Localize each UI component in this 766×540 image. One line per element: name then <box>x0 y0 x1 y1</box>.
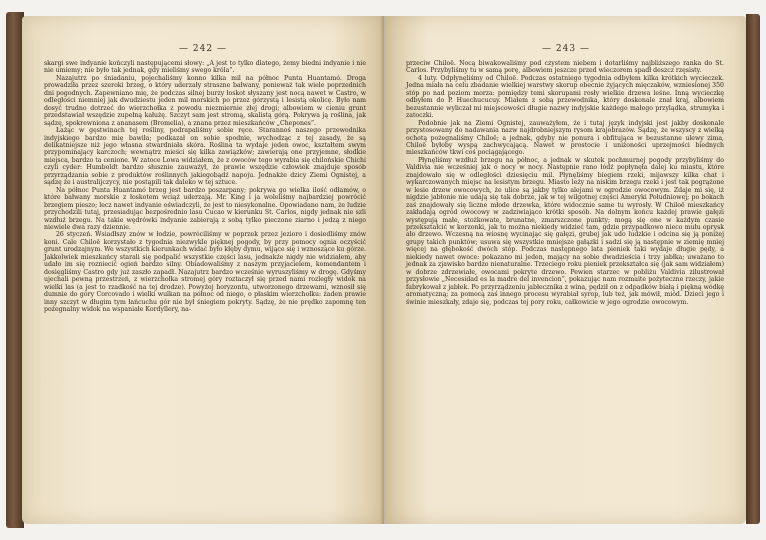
paragraph: 26 styczeń. Wsiadłszy znów w łodzie, powróciliśmy w poprzek przez jezioro i dosiedliśmy znów koni. Cale Chiloë korzystało z tygodnia niezwykle pięknej pogody, by przy pomocy ognia oczyścić grunt urodzajnym. We wszystkich kierunkach widać było kłęby dymu, wijące się i wznoszące ku górze. Jakkolwiek mieszkańcy starali się podpalić wszystkie części lasu, jednakże nigdy nie widziałem, aby udało im się rozniecić ogień bardzo silny. Obiadowaliśmy z naszym przyjacielem, komendantem i dosięgliśmy Castro gdy już zaszło zapadł. Nazajutrz bardzo wcześnie wyruszyliśmy w drogę. Gdyśmy ujechali pewną przestrzeń, z wierzchołka stromej góry roztaczył się przed nami rozległy widok na wielki las (a jest to rzadkość na tej drodze). Powyżej horyzontu, utworzonego drzewami, wznosił się dumnie do góry Corcovado i wielki wulkan na północ od niego, o płaskim wierzchołku: żaden prawie inny szczyt w długim tym łańcuchu gór nie był śniegiem pokryty. Sądzę, że nie prędko zapomnę ten pożegnalny widok na wspaniałe Kordyllery, na- <box>44 231 366 313</box>
right-page-text <box>406 60 724 512</box>
paragraph: skargi swe indyanie kończyli następującemi słowy: „A jest to tylko dlatego, żemy biedni indyanie i nie nie umiemy; nie było tak jednak, gdy mieliśmy swego króla”. <box>44 60 366 75</box>
paragraph: Łażąc w gęstwinach tej rośliny, podrapaliśmy sobie ręce. Starannoś naszego przewodnika indyjskiego bardzo mię bawiła; podkazał on sobie spodnie, wychodząc z tej zasady, że są delikatniejsze niż jego własna stwardniała skóra. Roślina ta wydaje jeden owoc, kształtem swym przypominający karczoch; wewnątrz mieści się kilka zawiązków; zawierają one przyjemne, słodkie miejsca, bardzo ta cenione. W zatoce Lowa widziałem, że z owoców tego wyrabia się chilońskie Chichi czyli cyder: Humboldt bardzo słusznie zauważył, że prawie wszędzie człowiek znajduje sposób przyrządzania sobie z produktów roślinnych jakiegobądź napoju. Jednakże dzicy Ziemi Ognistej, a sądzę że i australijczycy, nie postąpili tak daleko w tej sztuce. <box>44 127 366 187</box>
right-page <box>386 16 746 524</box>
paragraph: Nazajutrz po śniadaniu, pojechaliśmy konno kilka mil na północ Punta Huantamó. Droga prowadziła przez szeroki brzeg, o który uderzały straszne bałwany, ponieważ tak wiele poprzednich dni pogodnych. Zapewniano mię, że podczas silnej burzy łoskot słyszany jest nocą nawet w Castro, w odległości niemniej jak dwudziestu jeden mil morskich po przez górzystą i lesistą okolicę. Było nam dosyć trudno dotrzeć do wierzchołka z powodu niezmiernie złej drogi; albowiem w cieniu grunt przedstawiał wszędzie zupełną kałużę. Szczyt sam jest stromą, skalistą górą. Pokrywa ją roślina, jak sądzę, spokrewniona z ananasem (Bromelia), a znana przez mieszkańców „Chepones”. <box>44 74 366 127</box>
open-book <box>4 6 762 534</box>
book-cover-right-edge <box>746 14 760 524</box>
paragraph: przeciw Chiloë. Nocą biwakowaliśmy pod czystem niebem i dotarliśmy najbliższego ranka do St. Carlos. Przybyliśmy tu w samą porę, albowiem jeszcze przed wieczorem spadł deszcz rzęsisty. <box>406 60 724 75</box>
paragraph: 4 luty. Odpłynęliśmy od Chiloë. Podczas ostatniego tygodnia odbyłem kilka krótkich wycieczek. Jedna miała na celu zbadanie wielkiej warstwy skorup obecnie żyjących mięczaków, wzniesionej 350 stóp po nad poziom morza: pomiędzy temi skorupami rosły wielkie drzewa leśne. Inną wycieczkę odbyłem do P. Huechucucuy. Miałem z sobą przewodnika, który doskonale znał kraj, albowiem bezustannie wyliczał mi miejscowości długie nazwy indyjskie każdego małego przylądka, strumyka i zatoczki. <box>406 74 724 120</box>
paragraph: Na północ Punta Huantamó brzeg jest bardzo poszarpany; pokrywa go wielka ilość odłamów, o które bałwany morskie z łoskotem wciąż uderzają. Mr. King i ja woleliśmy najbardziej powrócić brzegiem pieszo; lecz nawet indyanie oświadczyli, że jest to niesykonalne. Opowiadano nam, że ludzie przychodzili tutaj, przesiadując bezpośrednio lasu Cucao w kierunku St. Carlos, nigdy jednak nie szli wzdłuż brzegu. Na takie wędrówki indyanie zabierają z sobą tylko pieczone ziarno i jedzą z niego niewiele dwa razy dziennie. <box>44 186 366 231</box>
right-page-number: — 243 — <box>542 44 590 54</box>
paragraph: Płynęliśmy wzdłuż brzegu na północ, a jednak w skutek pochmurnej pogody przybyliśmy do Valdivia nie wcześniej jak o nocy w nocy. Następnie rano łódź popłynęła dalej ku miastu, które znajdowało się w odległości dziesięciu mil. Płynęliśmy biegiem rzeki, mijawszy kilka chat i wykarczowanych miejsc na lesistym brzegu. Miasto leży na niskim brzegu rzeki i jest tak pogrążone w lesie drzew owocowych, że ulice są jakby tylko alejami w ogrodzie owocowym. Zdaje mi się, iż nigdzie jabłonie nie udają się tak dobrze, jak w tej wilgotnej części Ameryki Południowej; po bokach zaś znajdowały się liczne młode drzewka, które widocznie same tu wyrosły. W Chiloë mieszkańcy zakładają ogród owocowy w zadziwiająco krótki sposób. Na dolnym końcu każdej prawie gałęzi występują małe, stożkowate, brunatne, zmarszczone punkty; mogą się one w każdym czasie przekształcić w korzonki, jak to można niekiedy widzieć tam, gdzie przypadkowo nieco mułu oprysk ało drzewo. Wczesną na wiosnę wycinając się gałęzi, grubej jak udo ludzkie i odcina się ją poniżej grupy takich punktów; usuwa się wszystkie mniejsze gałązki i sadzi się ją następnie w ziemię mniej więcej na głębokość dwóch stóp. Podczas następnego lata pieniek taki wydaje długie pędy, a niekiedy nawet owoce: pokazano mi jeden, mający na sobie dwadzieścia i trzy jabłka; uważano to jednak za zjawisko bardzo nienaturalne. Trzeciego roku pieniek przekształca się (jak sam widziałem) w dobrze zdrzewiałe, owocami pokryte drzewo. Pewien starzec w pobliżu Valdivia zilustrował przysłowie „Necesidad es la madre del invencion”, pokazując nam rozmaite pożyteczne rzeczy, jakie fabrykował z jabłek. Po przyrządzeniu jabłecznika z wina, pędził on z odpadków białą i piękną wódkę aromatyczną; za pomocą zaś innego procesu wyrabiał syrop, lub też, jak mówił, miód. Dzieci jego i świnie mieszkały, zdaje się, podczas tej pory roku, całkowicie w jego ogrodzie owocowym. <box>406 156 724 306</box>
left-page <box>22 16 384 524</box>
left-page-text <box>44 60 366 512</box>
left-page-number: — 242 — <box>179 44 227 54</box>
paragraph: Podobnie jak na Ziemi Ognistej, zauważyłem, że i tutaj język indyjski jest jakby doskonale przystosowany do nadawania nazw najdrobniejszym rysom krajobrazów. Sądzę, że wszyscy z wielką ochotą pożegnaliśmy Chiloë; a jednak, gdyby nie ponura i obfitująca w bezustanne ulewy zima, Chiloë byłoby wyspą zachwycającą. Nawet w prostocie i uniżoności uprzejmości biednych mieszkańców tkwi coś pociągającego. <box>406 119 724 157</box>
